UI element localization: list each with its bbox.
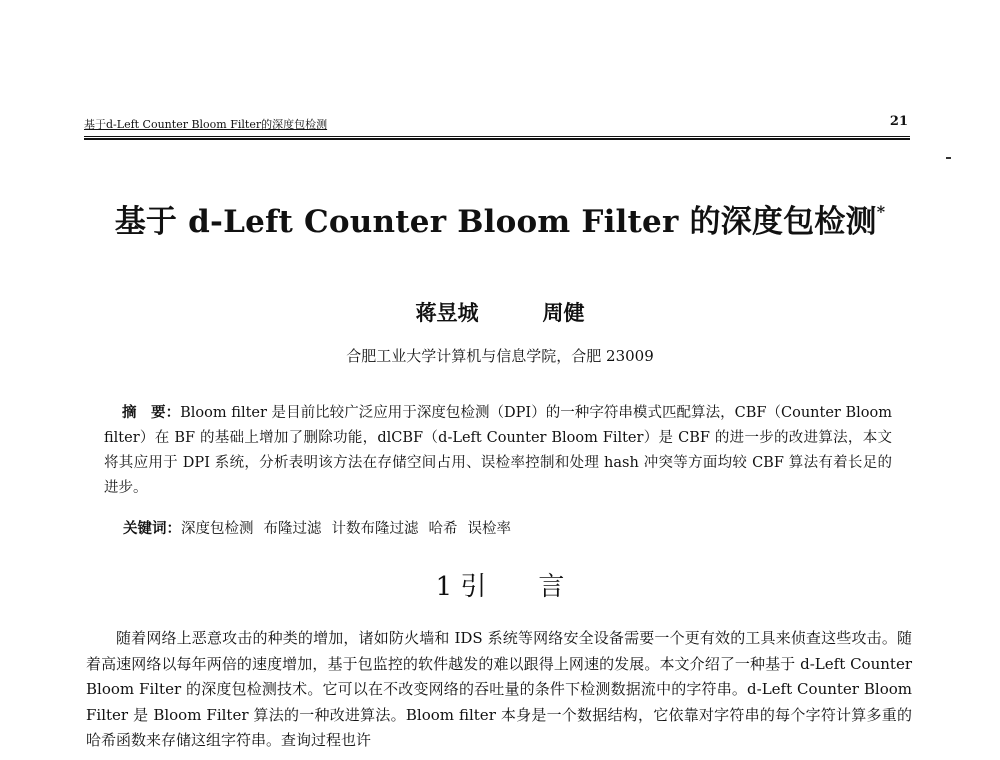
keyword: 布隆过滤 — [263, 521, 322, 537]
body-text — [86, 626, 912, 754]
title-footnote-mark: * — [876, 201, 886, 221]
author-name: 蒋昱城 — [415, 300, 479, 325]
affiliation: 合肥工业大学计算机与信息学院，合肥 23009 — [346, 347, 654, 365]
keyword: 计数布隆过滤 — [331, 521, 419, 537]
section-heading — [0, 566, 1000, 603]
section-number: 1 — [435, 572, 453, 602]
page-number: 21 — [889, 114, 908, 129]
header-rule — [84, 136, 910, 140]
abstract-label: 摘 要： — [122, 404, 181, 421]
paper-title-text: 基于 d-Left Counter Bloom Filter 的深度包检测 — [114, 204, 877, 240]
body-paragraph: 随着网络上恶意攻击的种类的增加，诸如防火墙和 IDS 系统等网络安全设备需要一个更有效的工具来侦查这些攻击。随着高速网络以每年两倍的速度增加，基于包监控的软件越发的难以跟得上网速的发展。本文介绍了一种基于 d-Left Counter Bloom Filter 的深度包检测技术。它可以在不改变网络的吞吐量的条件下检测数据流中的字符串。d-Left Counter Bloom Filter 是 Bloom Filter 算法的一种改进算法。Bloom filter 本身是一个数据结构，它依靠对字符串的每个字符计算多重的哈希函数来存储这组字符串。查询过程也许 — [86, 629, 912, 749]
keyword: 深度包检测 — [181, 521, 254, 537]
keyword: 哈希 — [428, 521, 458, 537]
paper-title — [0, 196, 1000, 241]
author-name: 周健 — [542, 300, 585, 325]
abstract-text: Bloom filter 是目前比较广泛应用于深度包检测（DPI）的一种字符串模式匹配算法，CBF（Counter Bloom filter）在 BF 的基础上增加了删除功能，dlCBF（d-Left Counter Bloom Filter）是 CBF 的进一步的改进算法，本文将其应用于 DPI 系统，分析表明该方法在存储空间占用、误检率控制和处理 hash 冲突等方面均较 CBF 算法有着长足的进步。 — [104, 405, 892, 496]
author-list — [0, 297, 1000, 327]
keywords-label: 关键词： — [123, 520, 181, 537]
abstract — [104, 400, 892, 501]
scan-mark — [946, 157, 951, 159]
section-title: 引 言 — [460, 572, 565, 602]
running-title: 基于d-Left Counter Bloom Filter的深度包检测 — [84, 118, 328, 131]
keyword: 误检率 — [467, 521, 511, 537]
keywords — [123, 517, 893, 538]
